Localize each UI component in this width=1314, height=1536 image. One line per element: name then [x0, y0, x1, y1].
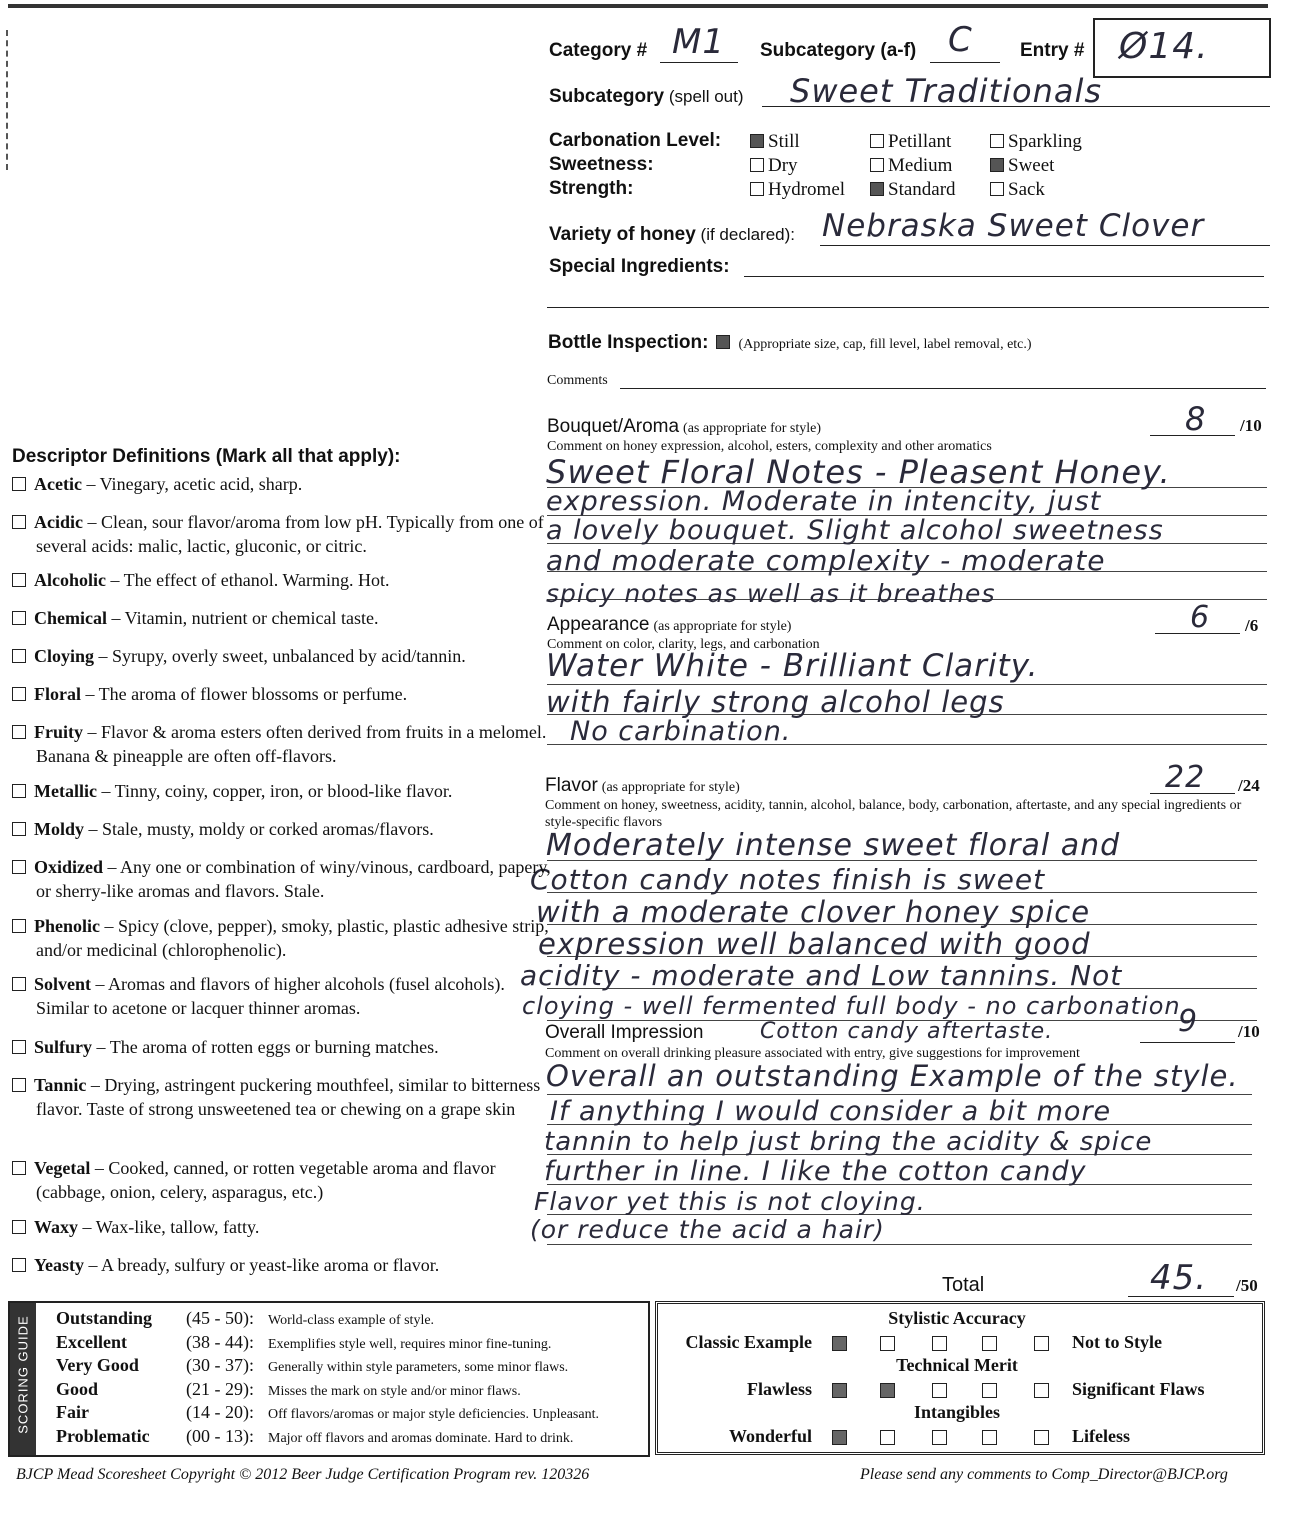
rating-technical-box-4[interactable]	[982, 1383, 997, 1398]
overall-prompt: Comment on overall drinking pleasure associated with entry, give suggestions for improvement	[545, 1046, 1080, 1061]
descriptor-name: Chemical	[34, 608, 107, 628]
subcat-spell-label: Subcategory	[549, 86, 665, 107]
checkbox-icon	[750, 134, 764, 148]
rating-technical-left-label: Flawless	[747, 1379, 812, 1399]
overall-comment-6[interactable]: (or reduce the acid a hair)	[530, 1215, 885, 1244]
appearance-max: /6	[1245, 616, 1259, 635]
descriptor-name: Vegetal	[34, 1158, 91, 1178]
descriptor-chemical[interactable]	[12, 606, 551, 630]
rating-intangibles-box-2[interactable]	[880, 1430, 895, 1445]
descriptor-text: – Spicy (clove, pepper), smoky, plastic, plastic adhesive strip, and/or medicinal (chlorophenolic).	[36, 916, 549, 960]
aroma-score[interactable]: 8	[1185, 400, 1207, 438]
descriptor-name: Floral	[34, 684, 81, 704]
checkbox-icon	[12, 515, 26, 529]
category-line	[660, 62, 738, 63]
descriptor-name: Sulfury	[34, 1037, 93, 1057]
scoring-guide-row	[56, 1332, 551, 1353]
scoring-guide-desc: Misses the mark on style and/or minor flaws.	[268, 1383, 521, 1399]
aroma-hint: (as appropriate for style)	[683, 421, 822, 436]
descriptor-oxidized[interactable]	[12, 855, 551, 903]
flavor-comment-6[interactable]: cloying - well fermented full body - no carbonation.	[522, 992, 1190, 1020]
rating-stylistic-title: Stylistic Accuracy	[888, 1308, 1026, 1328]
descriptor-name: Solvent	[34, 974, 92, 994]
scoring-guide-level: Problematic	[56, 1425, 150, 1446]
rating-intangibles-title: Intangibles	[913, 1402, 1001, 1422]
descriptor-text: – The aroma of rotten eggs or burning matches.	[96, 1037, 439, 1057]
checkbox-icon	[12, 1078, 26, 1092]
flavor-title-row	[545, 775, 740, 797]
aroma-prompt: Comment on honey expression, alcohol, esters, complexity and other aromatics	[547, 439, 992, 454]
checkbox-icon	[12, 477, 26, 491]
overall-comment-5[interactable]: Flavor yet this is not cloying.	[534, 1187, 926, 1216]
appearance-comment-3[interactable]: No carbination.	[570, 716, 792, 747]
rating-technical-box-2[interactable]	[880, 1383, 895, 1398]
footer-copyright: BJCP Mead Scoresheet Copyright © 2012 Beer Judge Certification Program rev. 120326	[16, 1466, 590, 1483]
scoring-guide-side	[10, 1303, 36, 1455]
checkbox-icon	[12, 784, 26, 798]
flavor-max: /24	[1238, 776, 1260, 795]
rating-stylistic-right-label: Not to Style	[1072, 1332, 1162, 1352]
overall-line-1	[547, 1094, 1252, 1095]
descriptor-floral[interactable]	[12, 682, 551, 706]
descriptor-name: Cloying	[34, 646, 95, 666]
descriptor-fruity[interactable]	[12, 720, 551, 768]
scoring-guide-desc: Exemplifies style well, requires minor fine-tuning.	[268, 1336, 552, 1352]
subcategory-value[interactable]: C	[948, 20, 973, 60]
flavor-title: Flavor	[545, 775, 598, 796]
checkbox-icon	[12, 822, 26, 836]
checkbox-icon	[12, 573, 26, 587]
rating-stylistic-left-label: Classic Example	[685, 1332, 812, 1352]
overall-comment-4[interactable]: further in line. I like the cotton candy	[544, 1156, 1087, 1187]
overall-comment-3[interactable]: tannin to help just bring the acidity & spice	[544, 1127, 1153, 1157]
sweetness-medium[interactable]: Medium	[870, 155, 952, 177]
checkbox-icon	[990, 134, 1004, 148]
descriptor-text: – A bready, sulfury or yeast-like aroma or flavor.	[88, 1255, 440, 1275]
rating-stylistic-box-3[interactable]	[932, 1336, 947, 1351]
checkbox-icon	[12, 649, 26, 663]
descriptor-tannic[interactable]	[12, 1073, 551, 1121]
rating-technical-title: Technical Merit	[896, 1355, 1018, 1375]
flavor-comment-5[interactable]: acidity - moderate and Low tannins. Not	[520, 959, 1123, 992]
scoring-guide-level: Good	[56, 1378, 99, 1399]
sweetness-label: Sweetness:	[549, 154, 654, 175]
overall-comment-2[interactable]: If anything I would consider a bit more	[550, 1096, 1112, 1127]
carbonation-label: Carbonation Level:	[549, 130, 722, 151]
descriptor-text: – Aromas and flavors of higher alcohols (fusel alcohols). Similar to acetone or lacquer thinner aromas.	[36, 974, 505, 1018]
descriptor-name: Acetic	[34, 474, 82, 494]
total-value[interactable]: 45.	[1150, 1258, 1208, 1298]
flavor-comment-2[interactable]: Cotton candy notes finish is sweet	[530, 863, 1046, 896]
appearance-title: Appearance	[547, 614, 650, 635]
variety-hint: (if declared):	[700, 225, 796, 244]
strength-standard[interactable]: Standard	[870, 179, 956, 201]
overall-score-line	[1140, 1042, 1235, 1043]
margin-mark	[6, 30, 8, 170]
flavor-comment-4[interactable]: expression well balanced with good	[538, 927, 1091, 961]
variety-label: Variety of honey	[549, 224, 696, 245]
scoring-guide-level: Fair	[56, 1402, 89, 1422]
checkbox-icon	[12, 611, 26, 625]
descriptor-waxy[interactable]	[12, 1215, 551, 1239]
entry-box[interactable]	[1093, 18, 1271, 78]
descriptor-vegetal[interactable]	[12, 1156, 551, 1204]
checkbox-icon	[870, 134, 884, 148]
bottle-label: Bottle Inspection:	[548, 332, 709, 353]
scoring-guide-level: Excellent	[56, 1331, 127, 1352]
rating-intangibles-box-4[interactable]	[982, 1430, 997, 1445]
aroma-comment-3[interactable]: a lovely bouquet. Slight alcohol sweetness	[546, 515, 1164, 546]
scoring-guide-row	[56, 1355, 568, 1376]
appearance-prompt: Comment on color, clarity, legs, and carbonation	[547, 637, 820, 652]
descriptor-text: – The effect of ethanol. Warming. Hot.	[110, 570, 390, 590]
checkbox-icon	[12, 1161, 26, 1175]
special-ingredients-line[interactable]	[744, 276, 1264, 277]
rating-intangibles-left-label: Wonderful	[728, 1426, 812, 1446]
flavor-comment-7[interactable]: Cotton candy aftertaste.	[760, 1019, 1054, 1044]
checkbox-icon	[12, 860, 26, 874]
carbonation-sparkling[interactable]: Sparkling	[990, 131, 1082, 153]
scoring-guide-level: Very Good	[56, 1355, 139, 1375]
subcategory-line	[930, 62, 1000, 63]
rating-stylistic-box-2[interactable]	[880, 1336, 895, 1351]
appearance-hint: (as appropriate for style)	[653, 619, 792, 634]
flavor-score[interactable]: 22	[1165, 760, 1206, 795]
descriptor-phenolic[interactable]	[12, 914, 551, 962]
aroma-title: Bouquet/Aroma	[547, 416, 680, 437]
subcategory-label: Subcategory (a-f)	[760, 40, 917, 61]
top-rule	[8, 4, 1268, 8]
appearance-comment-2[interactable]: with fairly strong alcohol legs	[546, 685, 1005, 719]
checkbox-icon	[12, 977, 26, 991]
aroma-comment-1[interactable]: Sweet Floral Notes - Pleasent Honey.	[546, 453, 1171, 491]
descriptor-name: Waxy	[34, 1217, 79, 1237]
checkbox-icon	[12, 919, 26, 933]
descriptor-text: – Cooked, canned, or rotten vegetable aroma and flavor (cabbage, onion, celery, asparagus, etc.)	[36, 1158, 496, 1202]
descriptor-text: – Vinegary, acetic acid, sharp.	[86, 474, 303, 494]
aroma-title-row	[547, 416, 821, 438]
rating-stylistic-box-5[interactable]	[1034, 1336, 1049, 1351]
checkbox-icon	[12, 1258, 26, 1272]
rating-stylistic-box-4[interactable]	[982, 1336, 997, 1351]
comments-label: Comments	[547, 373, 608, 388]
scoring-guide-range: (00 - 13):	[186, 1425, 254, 1446]
descriptor-name: Tannic	[34, 1075, 87, 1095]
descriptor-sulfury[interactable]	[12, 1035, 551, 1059]
scoring-guide-range: (45 - 50):	[186, 1308, 254, 1328]
appearance-comment-1[interactable]: Water White - Brilliant Clarity.	[546, 648, 1039, 684]
scoring-guide-side-label: SCORING GUIDE	[15, 1315, 31, 1434]
checkbox-icon	[750, 158, 764, 172]
carbonation-still[interactable]: Still	[750, 131, 800, 153]
aroma-comment-2[interactable]: expression. Moderate in intencity, just	[546, 486, 1102, 517]
strength-hydromel[interactable]: Hydromel	[750, 179, 845, 201]
comments-line[interactable]	[620, 388, 1266, 389]
scoring-guide-level: Outstanding	[56, 1308, 153, 1328]
footer-contact: Please send any comments to Comp_Director@BJCP.org	[860, 1466, 1228, 1483]
flavor-comment-1[interactable]: Moderately intense sweet floral and	[546, 828, 1121, 863]
descriptor-text: – Clean, sour flavor/aroma from low pH. Typically from one of several acids: malic, lactic, gluconic, or citric.	[36, 512, 544, 556]
bottle-checkbox-icon[interactable]	[716, 335, 730, 349]
aroma-comment-4[interactable]: and moderate complexity - moderate	[546, 544, 1106, 577]
checkbox-icon	[12, 725, 26, 739]
subcat-spell-row	[549, 86, 743, 108]
aroma-comment-5[interactable]: spicy notes as well as it breathes	[546, 579, 996, 608]
entry-label: Entry #	[1020, 40, 1085, 61]
descriptor-acetic[interactable]	[12, 472, 551, 496]
descriptor-solvent[interactable]	[12, 972, 551, 1020]
rating-intangibles-box-1[interactable]	[832, 1430, 847, 1445]
appearance-title-row	[547, 614, 791, 636]
descriptors-title: Descriptor Definitions (Mark all that apply):	[12, 446, 401, 467]
overall-comment-1[interactable]: Overall an outstanding Example of the style.	[546, 1059, 1239, 1093]
descriptor-metallic[interactable]	[12, 779, 551, 803]
sweetness-dry[interactable]: Dry	[750, 155, 798, 177]
descriptor-text: – Syrupy, overly sweet, unbalanced by acid/tannin.	[98, 646, 466, 666]
checkbox-icon	[12, 1220, 26, 1234]
descriptor-text: – Any one or combination of winy/vinous, cardboard, papery, or sherry-like aromas and flavors. Stale.	[36, 857, 551, 901]
descriptor-name: Oxidized	[34, 857, 104, 877]
checkbox-icon	[870, 182, 884, 196]
rating-intangibles-box-5[interactable]	[1034, 1430, 1049, 1445]
scoring-guide-row	[56, 1402, 599, 1423]
checkbox-icon	[990, 158, 1004, 172]
carbonation-petillant[interactable]: Petillant	[870, 131, 951, 153]
rating-technical-box-3[interactable]	[932, 1383, 947, 1398]
descriptor-text: – Tinny, coiny, copper, iron, or blood-like flavor.	[101, 781, 453, 801]
scoring-guide-desc: Major off flavors and aromas dominate. Hard to drink.	[268, 1430, 574, 1446]
descriptor-acidic[interactable]	[12, 510, 551, 558]
rating-stylistic-box-1[interactable]	[832, 1336, 847, 1351]
overall-score[interactable]: 9	[1178, 1004, 1199, 1039]
special-ingredients-line-2[interactable]	[547, 307, 1269, 308]
flavor-hint: (as appropriate for style)	[601, 780, 740, 795]
subcat-spell-hint: (spell out)	[668, 87, 744, 106]
sweetness-sweet[interactable]: Sweet	[990, 155, 1054, 177]
descriptor-text: – Stale, musty, moldy or corked aromas/flavors.	[88, 819, 434, 839]
total-max: /50	[1236, 1276, 1258, 1295]
descriptor-text: – Drying, astringent puckering mouthfeel, similar to bitterness flavor. Taste of strong unsweetened tea or chewing on a grape skin	[36, 1075, 541, 1119]
descriptor-text: – Vitamin, nutrient or chemical taste.	[111, 608, 379, 628]
flavor-prompt: Comment on honey, sweetness, acidity, tannin, alcohol, balance, body, carbonation, aftertaste, and any special ingredients or style-specific flavors	[545, 798, 1242, 830]
special-ingredients-label: Special Ingredients:	[549, 256, 730, 277]
category-value[interactable]: M1	[672, 22, 725, 62]
checkbox-icon	[12, 687, 26, 701]
descriptor-cloying[interactable]	[12, 644, 551, 668]
scoring-guide-range: (14 - 20):	[186, 1402, 254, 1422]
variety-value[interactable]: Nebraska Sweet Clover	[822, 208, 1205, 244]
descriptor-text: – Flavor & aroma esters often derived from fruits in a melomel. Banana & pineapple are often off-flavors.	[36, 722, 547, 766]
rating-intangibles-right-label: Lifeless	[1072, 1426, 1130, 1446]
strength-sack[interactable]: Sack	[990, 179, 1045, 201]
scoring-guide-row	[56, 1426, 573, 1447]
checkbox-icon	[750, 182, 764, 196]
scoring-guide-row	[56, 1308, 434, 1329]
descriptor-name: Fruity	[34, 722, 83, 742]
category-label: Category #	[549, 40, 648, 61]
bottle-row	[548, 332, 1032, 354]
descriptor-name: Yeasty	[34, 1255, 84, 1275]
rating-intangibles-box-3[interactable]	[932, 1430, 947, 1445]
rating-technical-box-1[interactable]	[832, 1383, 847, 1398]
total-label: Total	[942, 1274, 985, 1296]
descriptor-name: Moldy	[34, 819, 85, 839]
scoring-guide-desc: World-class example of style.	[268, 1313, 435, 1328]
descriptor-moldy[interactable]	[12, 817, 551, 841]
scoring-guide-range: (21 - 29):	[186, 1378, 254, 1399]
scoring-guide-row	[56, 1379, 521, 1400]
variety-line	[820, 245, 1270, 246]
appearance-score[interactable]: 6	[1190, 600, 1211, 635]
overall-title: Overall Impression	[545, 1022, 704, 1043]
rating-technical-box-5[interactable]	[1034, 1383, 1049, 1398]
descriptor-name: Acidic	[34, 512, 83, 532]
descriptor-name: Phenolic	[34, 916, 100, 936]
checkbox-icon	[990, 182, 1004, 196]
scoring-guide-desc: Off flavors/aromas or major style deficiencies. Unpleasant.	[268, 1407, 599, 1422]
rating-technical-right-label: Significant Flaws	[1072, 1379, 1205, 1399]
descriptor-alcoholic[interactable]	[12, 568, 551, 592]
scoring-guide-range: (38 - 44):	[186, 1331, 254, 1352]
descriptor-yeasty[interactable]	[12, 1253, 551, 1277]
checkbox-icon	[870, 158, 884, 172]
aroma-max: /10	[1240, 416, 1262, 435]
overall-max: /10	[1238, 1022, 1260, 1041]
subcat-spell-value[interactable]: Sweet Traditionals	[790, 72, 1103, 110]
descriptor-name: Alcoholic	[34, 570, 106, 590]
checkbox-icon	[12, 1040, 26, 1054]
strength-label: Strength:	[549, 178, 634, 199]
variety-row	[549, 224, 795, 246]
flavor-comment-3[interactable]: with a moderate clover honey spice	[536, 895, 1091, 929]
scoring-guide-desc: Generally within style parameters, some minor flaws.	[268, 1360, 569, 1375]
descriptor-name: Metallic	[34, 781, 97, 801]
descriptor-text: – The aroma of flower blossoms or perfume.	[85, 684, 408, 704]
bottle-hint: (Appropriate size, cap, fill level, label removal, etc.)	[738, 337, 1032, 352]
scoring-guide-range: (30 - 37):	[186, 1355, 254, 1375]
descriptor-text: – Wax-like, tallow, fatty.	[82, 1217, 260, 1237]
entry-value: Ø14.	[1119, 26, 1209, 67]
